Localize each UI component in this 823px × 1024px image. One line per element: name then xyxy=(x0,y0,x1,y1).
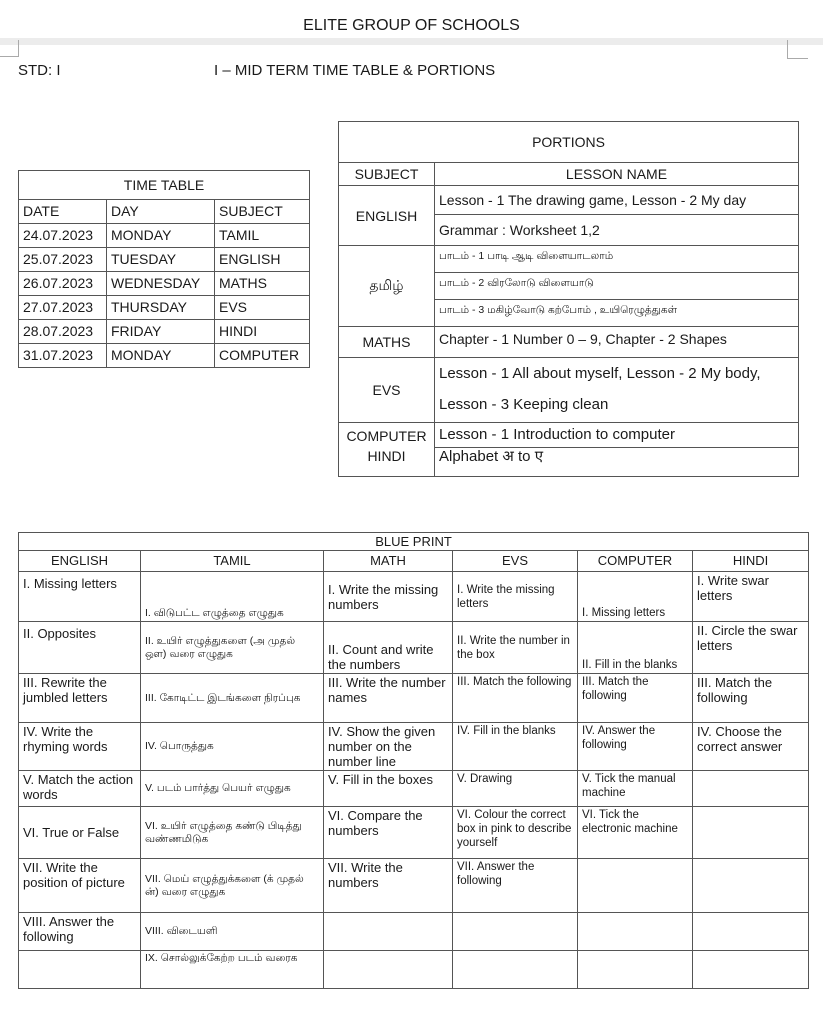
table-row xyxy=(19,296,310,320)
table-row xyxy=(19,320,310,344)
time-table-caption: TIME TABLE xyxy=(19,171,310,200)
std-label: STD: I xyxy=(18,62,61,79)
table-row xyxy=(19,344,310,368)
subject-cell: EVS xyxy=(215,296,310,320)
hindi-cell: IV. Choose the correct answer xyxy=(693,723,809,771)
lesson-cell xyxy=(435,358,799,423)
evs-cell xyxy=(453,951,578,989)
computer-cell xyxy=(578,913,693,951)
page-title: I – MID TERM TIME TABLE & PORTIONS xyxy=(214,62,496,79)
header-rule xyxy=(0,38,823,45)
subject-cell: COMPUTER xyxy=(339,423,435,448)
math-cell: II. Count and write the numbers xyxy=(324,622,453,674)
computer-cell: I. Missing letters xyxy=(578,572,693,622)
tamil-cell: VIII. விடையளி xyxy=(141,913,324,951)
computer-cell: V. Tick the manual machine xyxy=(578,771,693,807)
page-corner-mark-left xyxy=(0,40,19,57)
portions-row-hindi xyxy=(339,448,799,477)
evs-cell: VI. Colour the correct box in pink to describe yourself xyxy=(453,807,578,859)
portions-header-row xyxy=(339,163,799,186)
date-cell: 24.07.2023 xyxy=(19,224,107,248)
evs-cell: II. Write the number in the box xyxy=(453,622,578,674)
day-cell: FRIDAY xyxy=(107,320,215,344)
math-cell: V. Fill in the boxes xyxy=(324,771,453,807)
english-cell: V. Match the action words xyxy=(19,771,141,807)
table-row xyxy=(19,913,809,951)
hindi-cell xyxy=(693,951,809,989)
hindi-cell: I. Write swar letters xyxy=(693,572,809,622)
computer-cell: VI. Tick the electronic machine xyxy=(578,807,693,859)
computer-cell: II. Fill in the blanks xyxy=(578,622,693,674)
english-cell: II. Opposites xyxy=(19,622,141,674)
column-header: ENGLISH xyxy=(19,551,141,572)
date-cell: 31.07.2023 xyxy=(19,344,107,368)
column-header: SUBJECT xyxy=(339,163,435,186)
subject-cell: MATHS xyxy=(339,327,435,358)
tamil-cell: VI. உயிர் எழுத்தை கண்டு பிடித்து வண்ணமிடுக xyxy=(141,807,324,859)
lesson-line: Lesson - 1 All about myself, Lesson - 2 My body, xyxy=(439,365,761,382)
tamil-cell: VII. மெய் எழுத்துக்களை (க் முதல் ன்) வரை எழுதுக xyxy=(141,859,324,913)
subject-cell: EVS xyxy=(339,358,435,423)
portions-row-evs xyxy=(339,358,799,423)
math-cell xyxy=(324,951,453,989)
math-cell: I. Write the missing numbers xyxy=(324,572,453,622)
math-cell: III. Write the number names xyxy=(324,674,453,723)
column-header: MATH xyxy=(324,551,453,572)
lesson-cell: Chapter - 1 Number 0 – 9, Chapter - 2 Shapes xyxy=(435,327,799,358)
lesson-cell: பாடம் - 1 பாடி ஆடி விளையாடலாம் xyxy=(435,246,799,273)
lesson-cell: Grammar : Worksheet 1,2 xyxy=(435,215,799,246)
hindi-cell xyxy=(693,913,809,951)
hindi-cell: III. Match the following xyxy=(693,674,809,723)
date-cell: 27.07.2023 xyxy=(19,296,107,320)
time-table xyxy=(18,170,310,368)
day-cell: THURSDAY xyxy=(107,296,215,320)
blue-print-table xyxy=(18,532,809,989)
evs-cell: VII. Answer the following xyxy=(453,859,578,913)
column-header: EVS xyxy=(453,551,578,572)
time-table-caption-row xyxy=(19,171,310,200)
tamil-cell: II. உயிர் எழுத்துகளை (அ முதல் ஔ) வரை எழுதுக xyxy=(141,622,324,674)
table-row xyxy=(19,572,809,622)
column-header: LESSON NAME xyxy=(435,163,799,186)
lesson-cell: பாடம் - 2 விரலோடு விளையாடு xyxy=(435,273,799,300)
day-cell: WEDNESDAY xyxy=(107,272,215,296)
subject-cell: HINDI xyxy=(339,448,435,477)
tamil-cell: V. படம் பார்த்து பெயர் எழுதுக xyxy=(141,771,324,807)
tamil-cell: III. கோடிட்ட இடங்களை நிரப்புக xyxy=(141,674,324,723)
english-cell: IV. Write the rhyming words xyxy=(19,723,141,771)
lesson-cell: Alphabet अ to ए xyxy=(435,448,799,477)
lesson-cell: Lesson - 1 The drawing game, Lesson - 2 My day xyxy=(435,186,799,215)
hindi-cell xyxy=(693,859,809,913)
computer-cell: III. Match the following xyxy=(578,674,693,723)
table-row xyxy=(19,622,809,674)
subject-cell: MATHS xyxy=(215,272,310,296)
subject-cell: COMPUTER xyxy=(215,344,310,368)
portions-row-computer xyxy=(339,423,799,448)
table-row xyxy=(19,723,809,771)
math-cell: VI. Compare the numbers xyxy=(324,807,453,859)
english-cell: VI. True or False xyxy=(19,807,141,859)
evs-cell: I. Write the missing letters xyxy=(453,572,578,622)
hindi-cell xyxy=(693,807,809,859)
day-cell: MONDAY xyxy=(107,344,215,368)
column-header: TAMIL xyxy=(141,551,324,572)
table-row xyxy=(19,951,809,989)
lesson-line: Lesson - 3 Keeping clean xyxy=(439,396,609,413)
computer-cell xyxy=(578,859,693,913)
table-row xyxy=(19,771,809,807)
computer-cell: IV. Answer the following xyxy=(578,723,693,771)
evs-cell: III. Match the following xyxy=(453,674,578,723)
evs-cell xyxy=(453,913,578,951)
english-cell: I. Missing letters xyxy=(19,572,141,622)
table-row xyxy=(19,272,310,296)
time-table-header-row xyxy=(19,200,310,224)
portions-table xyxy=(338,121,799,477)
evs-cell: IV. Fill in the blanks xyxy=(453,723,578,771)
page-corner-mark-right xyxy=(787,40,808,59)
portions-caption-row xyxy=(339,122,799,163)
day-cell: MONDAY xyxy=(107,224,215,248)
column-header: COMPUTER xyxy=(578,551,693,572)
math-cell: IV. Show the given number on the number line xyxy=(324,723,453,771)
english-cell: III. Rewrite the jumbled letters xyxy=(19,674,141,723)
lesson-cell: பாடம் - 3 மகிழ்வோடு கற்போம் , உயிரெழுத்துகள் xyxy=(435,300,799,327)
day-cell: TUESDAY xyxy=(107,248,215,272)
subject-cell: HINDI xyxy=(215,320,310,344)
table-row xyxy=(19,859,809,913)
lesson-cell: Lesson - 1 Introduction to computer xyxy=(435,423,799,448)
table-row xyxy=(19,674,809,723)
english-cell xyxy=(19,951,141,989)
school-name: ELITE GROUP OF SCHOOLS xyxy=(303,17,520,34)
subject-cell: ENGLISH xyxy=(339,186,435,246)
tamil-cell: IV. பொருத்துக xyxy=(141,723,324,771)
evs-cell: V. Drawing xyxy=(453,771,578,807)
date-cell: 25.07.2023 xyxy=(19,248,107,272)
subject-cell: TAMIL xyxy=(215,224,310,248)
hindi-cell: II. Circle the swar letters xyxy=(693,622,809,674)
table-row xyxy=(19,807,809,859)
tamil-cell: I. விடுபட்ட எழுத்தை எழுதுக xyxy=(141,572,324,622)
column-header: DATE xyxy=(19,200,107,224)
computer-cell xyxy=(578,951,693,989)
portions-row-tamil xyxy=(339,246,799,273)
english-cell: VIII. Answer the following xyxy=(19,913,141,951)
hindi-cell xyxy=(693,771,809,807)
table-row xyxy=(19,224,310,248)
tamil-cell: IX. சொல்லுக்கேற்ற படம் வரைக xyxy=(141,951,324,989)
blue-print-caption: BLUE PRINT xyxy=(19,533,809,551)
portions-row-maths xyxy=(339,327,799,358)
column-header: HINDI xyxy=(693,551,809,572)
column-header: DAY xyxy=(107,200,215,224)
subject-cell: தமிழ் xyxy=(339,246,435,327)
table-row xyxy=(19,248,310,272)
date-cell: 26.07.2023 xyxy=(19,272,107,296)
blue-print-header-row xyxy=(19,551,809,572)
blue-print-caption-row xyxy=(19,533,809,551)
portions-row-english xyxy=(339,186,799,215)
column-header: SUBJECT xyxy=(215,200,310,224)
date-cell: 28.07.2023 xyxy=(19,320,107,344)
english-cell: VII. Write the position of picture xyxy=(19,859,141,913)
portions-caption: PORTIONS xyxy=(339,122,799,163)
math-cell xyxy=(324,913,453,951)
subject-cell: ENGLISH xyxy=(215,248,310,272)
math-cell: VII. Write the numbers xyxy=(324,859,453,913)
